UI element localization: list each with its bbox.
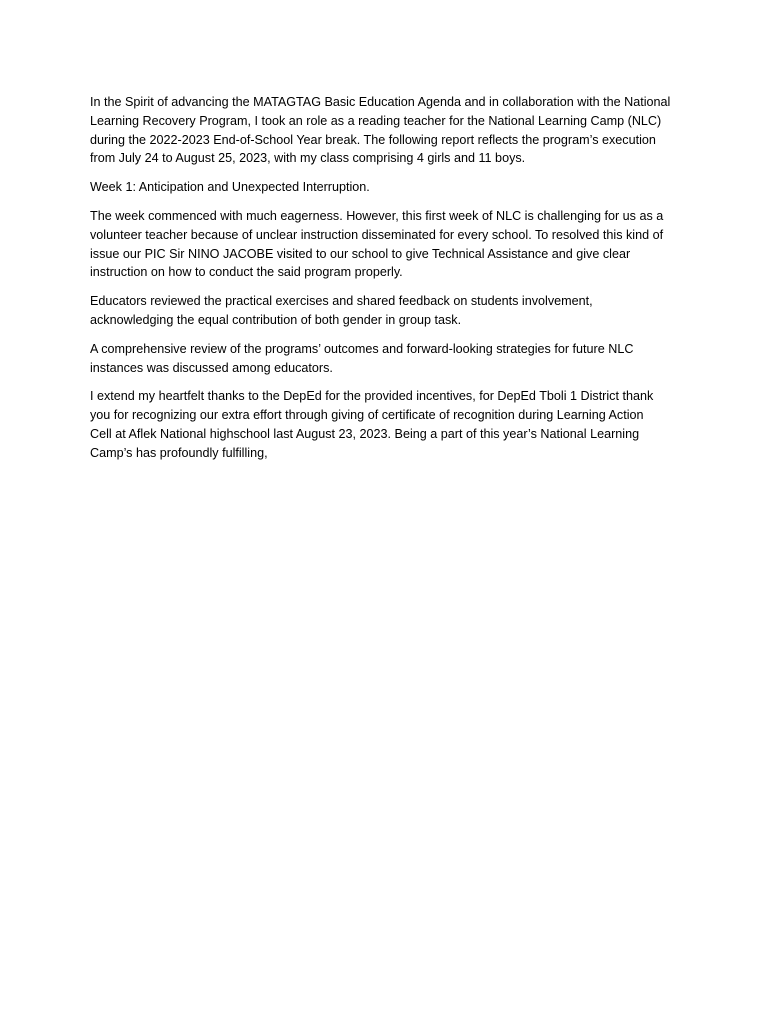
review-paragraph: A comprehensive review of the programs’ outcomes and forward-looking strategies for future NLC instances was discussed among educators. — [90, 341, 634, 375]
document-page — [90, 93, 682, 473]
week-1-paragraph: The week commenced with much eagerness. However, this first week of NLC is challenging for us as a volunteer teacher because of unclear instruction disseminated for every school. To resolved this kind of issue our PIC Sir NINO JACOBE visited to our school to give Technical Assistance and give clear instruction on how to conduct the said program properly. — [90, 208, 664, 280]
intro-paragraph: In the Spirit of advancing the MATAGTAG Basic Education Agenda and in collaboration with the National Learning Recovery Program, I took an role as a reading teacher for the National Learning Camp (NLC) during the 2022-2023 End-of-School Year break. The following report reflects the program’s execution from July 24 to August 25, 2023, with my class comprising 4 girls and 11 boys. — [90, 95, 671, 166]
acknowledgement-paragraph: I extend my heartfelt thanks to the DepEd for the provided incentives, for DepEd Tboli 1 District thank you for recognizing our extra effort through giving of certificate of recognition during Learning Action Cell at Aflek National highschool last August 23, 2023. Being a part of this year’s National Learning Camp’s has profoundly fulfilling, — [90, 389, 654, 460]
week-1-heading: Week 1: Anticipation and Unexpected Interruption. — [90, 180, 370, 195]
feedback-paragraph: Educators reviewed the practical exercises and shared feedback on students involvement, acknowledging the equal contribution of both gender in group task. — [90, 294, 593, 327]
